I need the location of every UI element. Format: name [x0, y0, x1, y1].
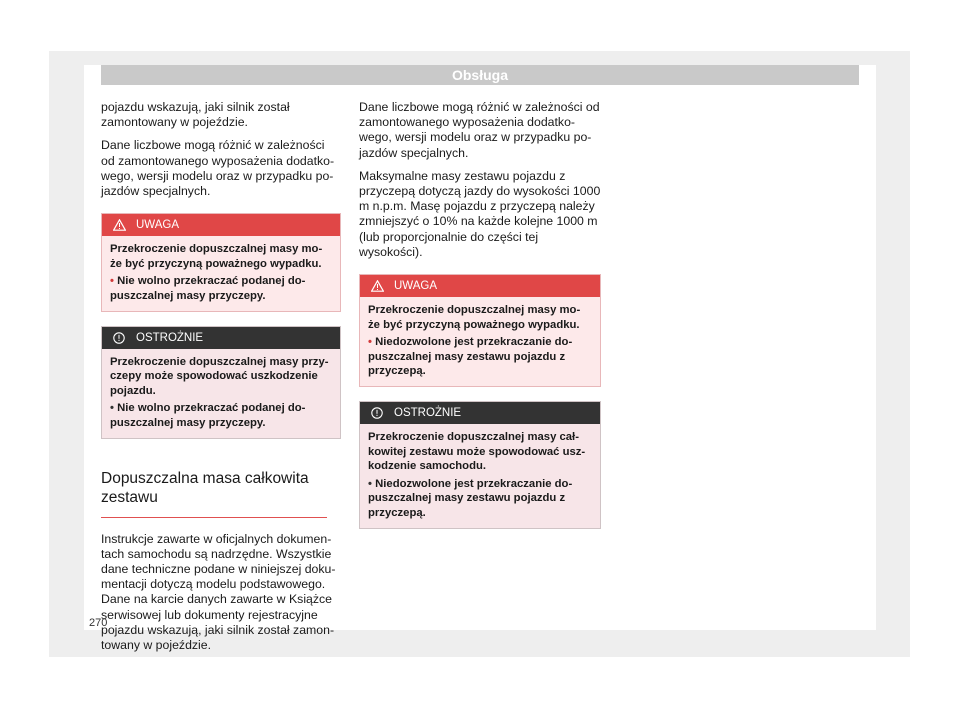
bullet-text: Niedozwolone jest przekraczanie do-puszczalnej masy zestawu pojazdu z przyczepą. — [368, 477, 573, 519]
caution-label: OSTROŻNIE — [136, 331, 204, 344]
warning-body — [102, 236, 340, 310]
paragraph: Instrukcje zawarte w oficjalnych dokumen-tach samochodu są nadrzędne. Wszystkie dane techniczne podane w niniejszej doku-mentacji dotyczą modelu podstawowego. Dane na karcie danych zawarte w Książce serwisowej lub dokumenty rejestracyjne pojazdu wskazują, jaki silnik został zamon-towany w pojeździe. — [101, 531, 336, 652]
caution-text: Przekroczenie dopuszczalnej masy przy-czepy może spowodować uszkodzenie pojazdu. — [110, 355, 329, 397]
caution-bullet-item — [368, 477, 592, 521]
paragraph: Maksymalne masy zestawu pojazdu z przyczepą dotyczą jazdy do wysokości 1000 m n.p.m. Masę pojazdu z przyczepą należy zmniejszyć o 10% na każde kolejne 1000 m (lub proporcjonalnie do części tej wysokości). — [359, 168, 601, 259]
bullet: • — [368, 336, 372, 349]
caution-text: Przekroczenie dopuszczalnej masy cał-kowitej zestawu może spowodować usz-kodzenie samochodu. — [368, 431, 586, 473]
bullet-text: Nie wolno przekraczać podanej do-puszczalnej masy przyczepy. — [110, 402, 306, 429]
warning-box — [359, 274, 601, 387]
warning-bullet-item — [368, 335, 592, 379]
warning-text: Przekroczenie dopuszczalnej masy mo-że być przyczyną poważnego wypadku. — [110, 243, 323, 270]
caution-box — [359, 401, 601, 529]
left-column — [101, 100, 341, 661]
bullet-text: Nie wolno przekraczać podanej do-puszczalnej masy przyczepy. — [110, 275, 306, 302]
warning-triangle-icon — [360, 280, 394, 292]
paragraph: pojazdu wskazują, jaki silnik został zamontowany w pojeździe. — [101, 100, 290, 130]
section-heading: Dopuszczalna masa całkowita zestawu — [101, 469, 327, 518]
caution-label: OSTROŻNIE — [394, 407, 462, 419]
bullet: • — [368, 477, 372, 490]
exclamation-circle-icon — [360, 407, 394, 419]
middle-column — [359, 100, 601, 543]
page-number: 270 — [89, 617, 108, 629]
bullet-text: Niedozwolone jest przekraczanie do-puszczalnej masy zestawu pojazdu z przyczepą. — [368, 336, 573, 378]
bullet: • — [110, 275, 114, 288]
warning-body — [360, 297, 600, 386]
bullet: • — [110, 402, 114, 415]
exclamation-circle-icon — [102, 332, 136, 344]
page-header: Obsługa — [101, 65, 859, 85]
caution-header — [102, 327, 340, 349]
caution-bullet-item — [110, 401, 332, 430]
warning-box — [101, 213, 341, 311]
caution-body — [102, 349, 340, 438]
caution-header — [360, 402, 600, 424]
warning-label: UWAGA — [394, 280, 438, 293]
paragraph: Dane liczbowe mogą różnić w zależności od zamontowanego wyposażenia dodatko-wego, wersji modelu oraz w przypadku po-jazdów specjalnych. — [101, 138, 335, 199]
warning-bullet-item — [110, 274, 332, 303]
warning-text: Przekroczenie dopuszczalnej masy mo-że być przyczyną poważnego wypadku. — [368, 304, 581, 331]
warning-header — [360, 275, 600, 297]
caution-body — [360, 424, 600, 528]
warning-triangle-icon — [102, 219, 136, 231]
warning-header — [102, 214, 340, 236]
caution-box — [101, 326, 341, 439]
warning-label: UWAGA — [136, 219, 180, 232]
paragraph: Dane liczbowe mogą różnić w zależności od zamontowanego wyposażenia dodatko-wego, wersji modelu oraz w przypadku po-jazdów specjalnych. — [359, 100, 600, 160]
